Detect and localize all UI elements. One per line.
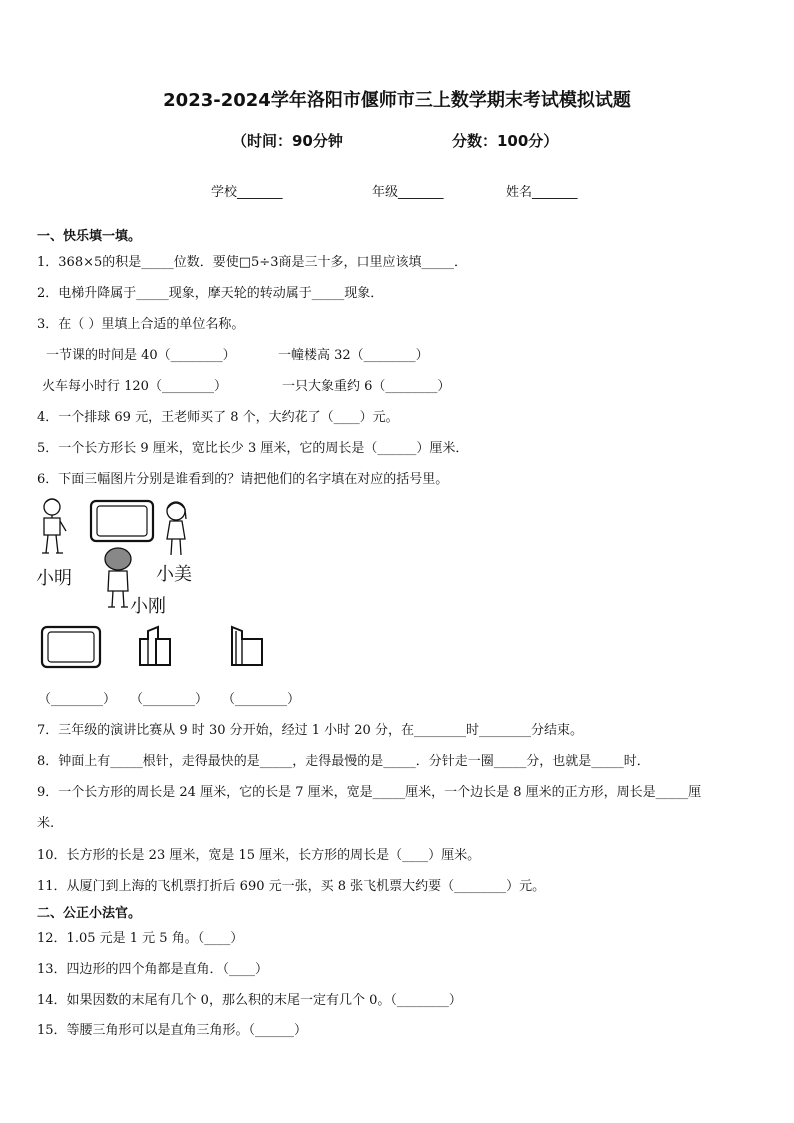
question-9-continued: 米. [37, 816, 55, 831]
front-view-tv-icon [40, 625, 102, 670]
q3-item-4: 一只大象重约 6（________） [282, 379, 451, 394]
q6-scene-illustration [36, 495, 206, 615]
question-1: 1．368×5的积是_____位数．要使□5÷3商是三十多，口里应该填_____． [37, 255, 467, 270]
question-6: 6．下面三幅图片分别是谁看到的？请把他们的名字填在对应的括号里。 [37, 472, 449, 487]
question-7: 7．三年级的演讲比赛从 9 时 30 分开始，经过 1 小时 20 分，在________时________分结束。 [37, 723, 583, 738]
question-12: 12．1.05 元是 1 元 5 角。（____） [37, 931, 244, 946]
question-9: 9．一个长方形的周长是 24 厘米，它的长是 7 厘米，宽是_____厘米，一个边长是 8 厘米的正方形，周长是_____厘 [37, 785, 702, 800]
boy-left-icon [42, 499, 66, 553]
page-title: 2023-2024学年洛阳市偃师市三上数学期末考试模拟试题 [163, 90, 631, 111]
label-xiaoming: 小明 [36, 568, 72, 589]
question-11: 11．从厦门到上海的飞机票打折后 690 元一张，买 8 张飞机票大约要（________）元。 [37, 879, 546, 894]
girl-right-icon [167, 502, 186, 555]
q3-item-2: 一幢楼高 32（________） [278, 348, 429, 363]
question-2: 2．电梯升降属于_____现象，摩天轮的转动属于_____现象． [37, 286, 384, 301]
question-15: 15．等腰三角形可以是直角三角形。（______） [37, 1023, 308, 1038]
q3-item-1: 一节课的时间是 40（________） [46, 348, 236, 363]
school-field: 学校_______ [211, 185, 283, 200]
question-10: 10．长方形的长是 23 厘米，宽是 15 厘米，长方形的周长是（____）厘米。 [37, 848, 481, 863]
q3-item-3: 火车每小时行 120（________） [42, 379, 227, 394]
question-3: 3．在（ ）里填上合适的单位名称。 [37, 317, 245, 332]
label-xiaomei: 小美 [156, 564, 192, 585]
q6-blank-3[interactable]: （________） [222, 692, 301, 707]
left-side-view-tv-icon [136, 625, 176, 670]
grade-field: 年级_______ [372, 185, 444, 200]
question-13: 13．四边形的四个角都是直角．（____） [37, 962, 269, 977]
exam-score: 分数：100分） [452, 132, 559, 150]
boy-bottom-icon [105, 548, 131, 607]
name-field: 姓名_______ [506, 185, 578, 200]
tv-icon [91, 501, 153, 541]
section-heading-judge: 二、公正小法官。 [37, 906, 142, 921]
question-4: 4．一个排球 69 元，王老师买了 8 个，大约花了（____）元。 [37, 410, 399, 425]
question-5: 5．一个长方形长 9 厘米，宽比长少 3 厘米，它的周长是（______）厘米． [37, 441, 469, 456]
q6-blank-1[interactable]: （________） [38, 692, 117, 707]
q6-blank-2[interactable]: （________） [130, 692, 209, 707]
label-xiaogang: 小刚 [130, 596, 166, 617]
section-heading-fill: 一、快乐填一填。 [37, 229, 142, 244]
question-14: 14．如果因数的末尾有几个 0，那么积的末尾一定有几个 0。（________） [37, 993, 462, 1008]
exam-time: （时间：90分钟 [232, 132, 343, 150]
question-8: 8．钟面上有_____根针，走得最快的是_____，走得最慢的是_____．分针走一圈_____分，也就是_____时． [37, 754, 650, 769]
right-side-view-tv-icon [228, 625, 268, 670]
